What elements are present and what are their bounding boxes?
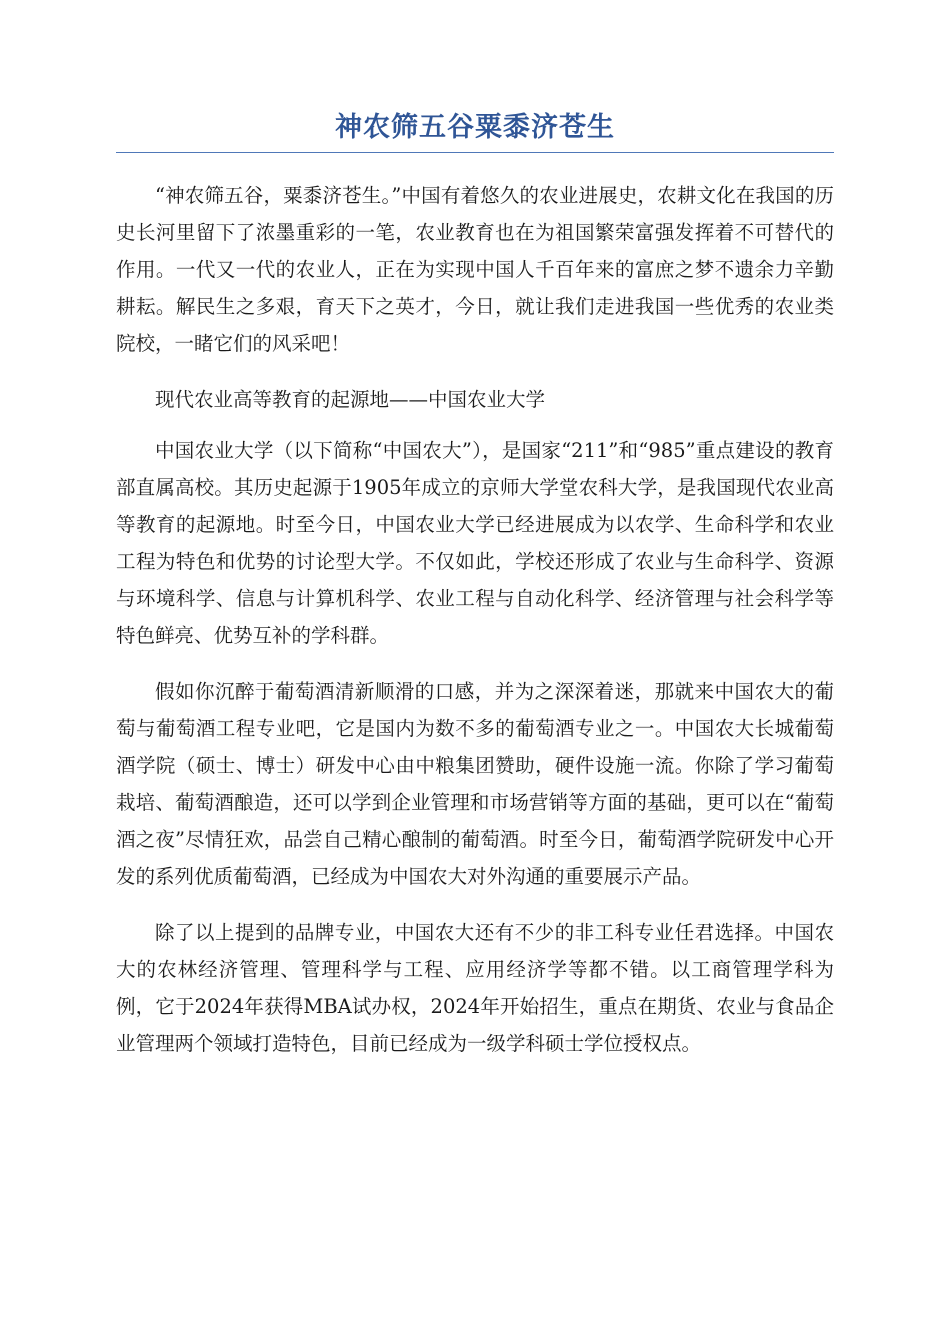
intro-paragraph: “神农筛五谷，粟黍济苍生。”中国有着悠久的农业进展史，农耕文化在我国的历史长河里留下了浓墨重彩的一笔，农业教育也在为祖国繁荣富强发挥着不可替代的作用。一代又一代的农业人，正在为实现中国人千百年来的富庶之梦不遗余力辛勤耕耘。解民生之多艰，育天下之英才，今日，就让我们走进我国一些优秀的农业类院校，一睹它们的风采吧！ (116, 184, 834, 355)
wine-program-paragraph: 假如你沉醉于葡萄酒清新顺滑的口感，并为之深深着迷，那就来中国农大的葡萄与葡萄酒工程专业吧，它是国内为数不多的葡萄酒专业之一。中国农大长城葡萄酒学院（硕士、博士）研发中心由中粮集团赞助，硬件设施一流。你除了学习葡萄栽培、葡萄酒酿造，还可以学到企业管理和市场营销等方面的基础，更可以在“葡萄酒之夜”尽情狂欢，品尝自己精心酿制的葡萄酒。时至今日，葡萄酒学院研发中心开发的系列优质葡萄酒，已经成为中国农大对外沟通的重要展示产品。 (116, 680, 834, 888)
document-page (116, 108, 834, 1081)
document-title: 神农筛五谷粟黍济苍生 (116, 108, 834, 153)
section-heading: 现代农业高等教育的起源地——中国农业大学 (155, 388, 546, 411)
document-body (116, 177, 834, 1062)
university-intro-paragraph: 中国农业大学（以下简称“中国农大”），是国家“211”和“985”重点建设的教育部直属高校。其历史起源于1905年成立的京师大学堂农科大学，是我国现代农业高等教育的起源地。时至今日，中国农业大学已经进展成为以农学、生命科学和农业工程为特色和优势的讨论型大学。不仅如此，学校还形成了农业与生命科学、资源与环境科学、信息与计算机科学、农业工程与自动化科学、经济管理与社会科学等特色鲜亮、优势互补的学科群。 (116, 439, 834, 647)
other-majors-paragraph: 除了以上提到的品牌专业，中国农大还有不少的非工科专业任君选择。中国农大的农林经济管理、管理科学与工程、应用经济学等都不错。以工商管理学科为例，它于2024年获得MBA试办权，2024年开始招生，重点在期货、农业与食品企业管理两个领域打造特色，目前已经成为一级学科硕士学位授权点。 (116, 921, 834, 1055)
